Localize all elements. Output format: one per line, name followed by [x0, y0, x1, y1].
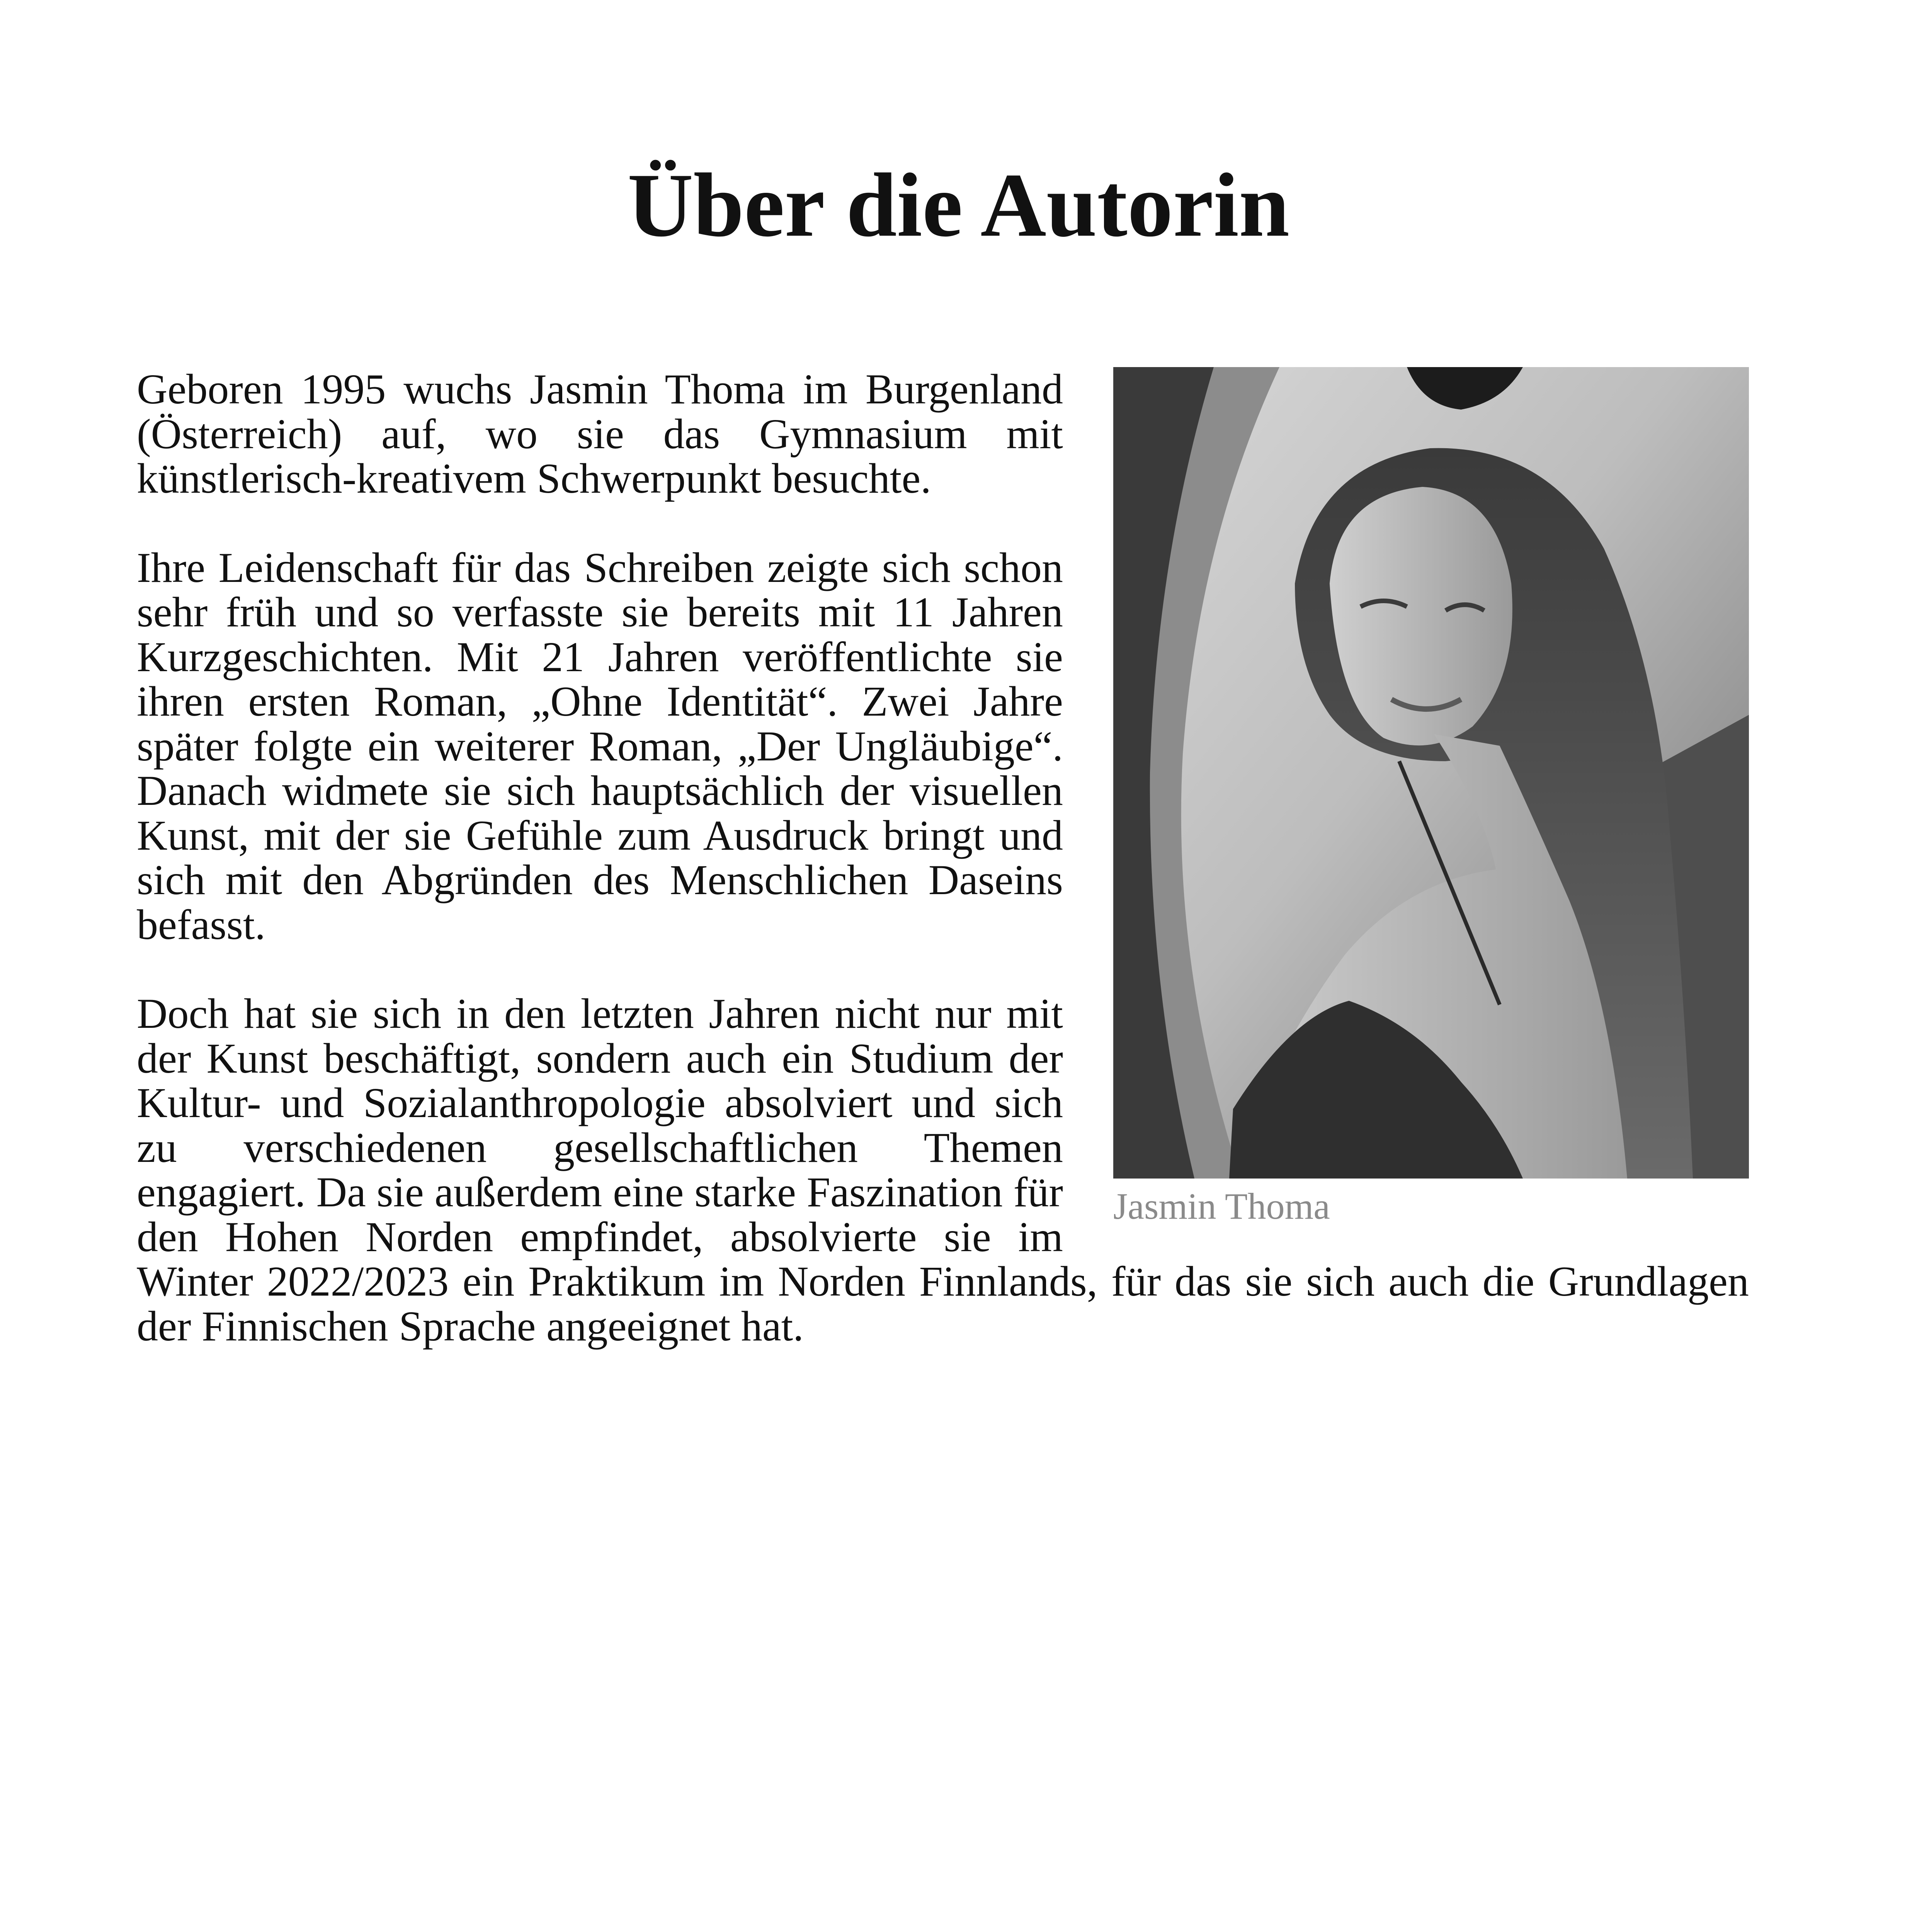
page-title: Über die Autorin [627, 155, 1290, 256]
bio-paragraph-1: Geboren 1995 wuchs Jasmin Thoma im Burgenland (Österreich) auf, wo sie das Gymnasium mit künstlerisch-kreativem Schwerpunkt besuchte. [137, 366, 1063, 502]
bio-paragraph-3: Doch hat sie sich in den letzten Jahren nicht nur mit der Kunst beschäftigt, sondern auch ein Studium der Kultur- und Sozialanthropologie absolviert und sich zu verschiedenen gesellschaftlichen Themen engagiert. Da sie außerdem eine starke Faszination für den Hohen Norden empfindet, absolvierte sie im Winter 2022/2023 ein Praktikum im Norden Finnlands, für das sie sich auch die Grundlagen der Finnischen Sprache angeeignet hat. [137, 990, 1749, 1350]
bio-paragraph-2: Ihre Leidenschaft für das Schreiben zeigte sich schon sehr früh und so verfasste sie bereits mit 11 Jahren Kurzgeschichten. Mit 21 Jahren veröffentlichte sie ihren ersten Roman, „Ohne Identität“. Zwei Jahre später folgte ein weiterer Roman, „Der Ungläubige“. Danach widmete sie sich hauptsächlich der visuellen Kunst, mit der sie Gefühle zum Ausdruck bringt und sich mit den Abgründen des Menschlichen Daseins befasst. [137, 544, 1063, 948]
author-bio [137, 367, 1749, 1349]
photo-caption: Jasmin Thoma [1113, 1185, 1330, 1227]
author-photo [1113, 367, 1749, 1179]
author-photo-figure [1113, 367, 1749, 1231]
